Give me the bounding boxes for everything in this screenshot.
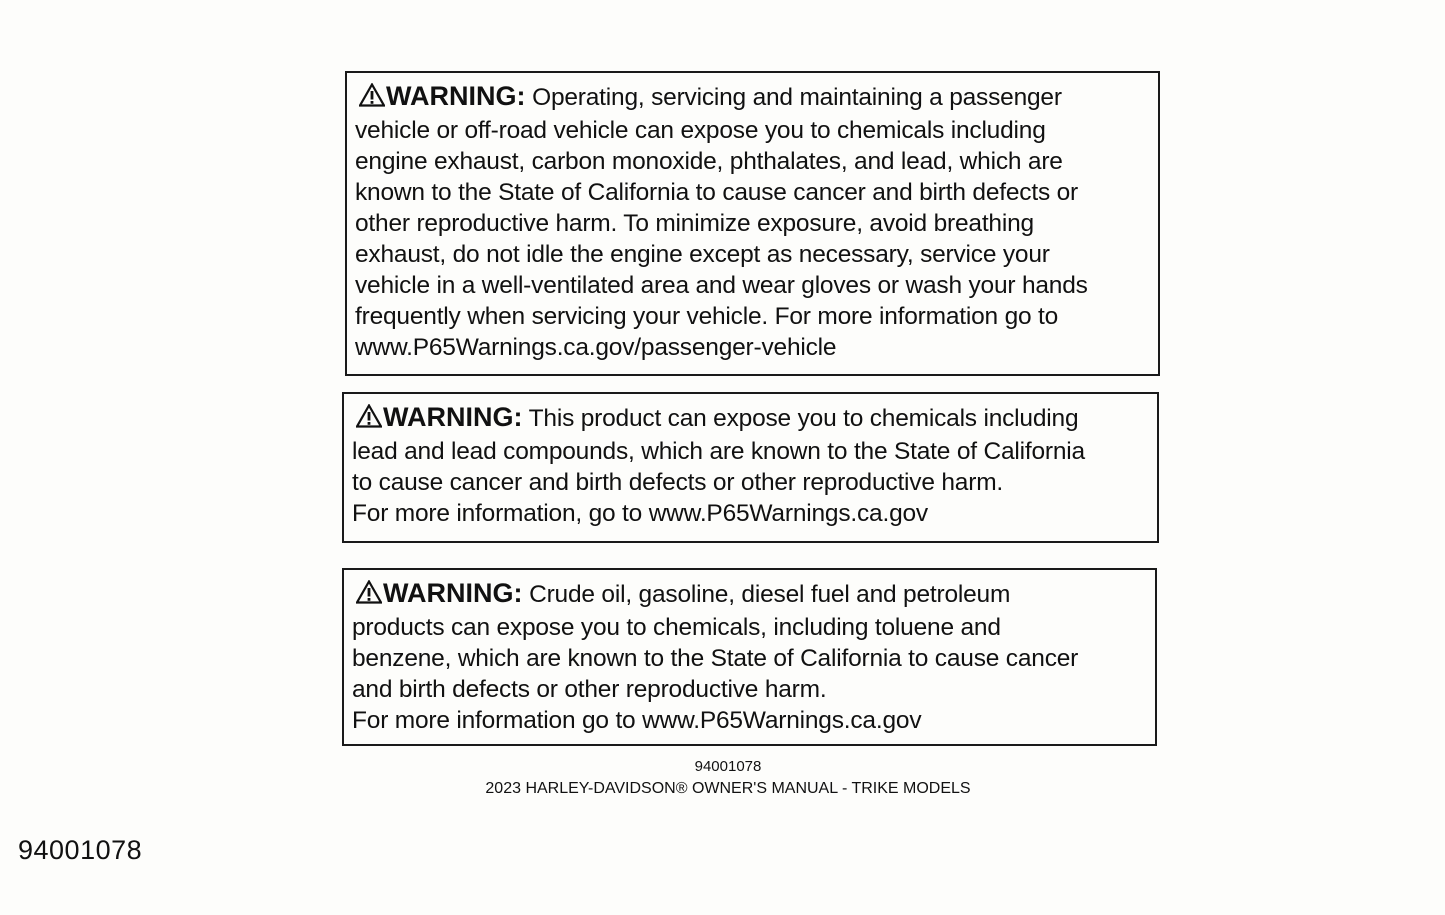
warning-triangle-icon <box>356 580 382 612</box>
warning-text-line: lead and lead compounds, which are known to the State of California <box>352 438 1085 465</box>
warning-text-line: and birth defects or other reproductive harm. <box>352 676 827 703</box>
warning-text-line: engine exhaust, carbon monoxide, phthalates, and lead, which are <box>355 148 1063 175</box>
warning-text-line: vehicle or off-road vehicle can expose you to chemicals including <box>355 117 1046 144</box>
warning-text-line: known to the State of California to cause cancer and birth defects or <box>355 179 1078 206</box>
warning-heading: WARNING: <box>386 81 526 111</box>
warning-first-line <box>352 402 1149 436</box>
warning-text-line: other reproductive harm. To minimize exposure, avoid breathing <box>355 210 1034 237</box>
warning-text-line: Crude oil, gasoline, diesel fuel and petroleum <box>529 581 1011 608</box>
warning-text-line: exhaust, do not idle the engine except as necessary, service your <box>355 241 1050 268</box>
warning-text-line: benzene, which are known to the State of California to cause cancer <box>352 645 1079 672</box>
warning-box-passenger-vehicle <box>345 71 1160 376</box>
warning-text-line: vehicle in a well-ventilated area and wear gloves or wash your hands <box>355 272 1088 299</box>
footer-manual-title: 2023 HARLEY-DAVIDSON® OWNER'S MANUAL - TRIKE MODELS <box>485 780 971 797</box>
warning-link-line: www.P65Warnings.ca.gov/passenger-vehicle <box>355 334 837 361</box>
warning-text-line: frequently when servicing your vehicle. For more information go to <box>355 303 1059 330</box>
warning-text-line: Operating, servicing and maintaining a passenger <box>532 84 1062 111</box>
warning-heading: WARNING: <box>383 578 523 608</box>
warning-triangle-icon <box>359 83 385 115</box>
warning-triangle-icon <box>356 404 382 436</box>
warning-box-lead <box>342 392 1159 543</box>
warning-text-line: This product can expose you to chemicals including <box>528 405 1079 432</box>
warning-heading: WARNING: <box>383 402 523 432</box>
warning-text-line: products can expose you to chemicals, including toluene and <box>352 614 1001 641</box>
warning-first-line <box>355 81 1150 115</box>
warning-box-petroleum <box>342 568 1157 746</box>
warning-text-line: to cause cancer and birth defects or other reproductive harm. <box>352 469 1004 496</box>
warning-link-line: For more information go to www.P65Warnings.ca.gov <box>352 707 922 734</box>
footer-part-number: 94001078 <box>694 758 762 775</box>
corner-part-number: 94001078 <box>18 835 143 865</box>
warning-link-line: For more information, go to www.P65Warnings.ca.gov <box>352 500 928 527</box>
warning-first-line <box>352 578 1147 612</box>
